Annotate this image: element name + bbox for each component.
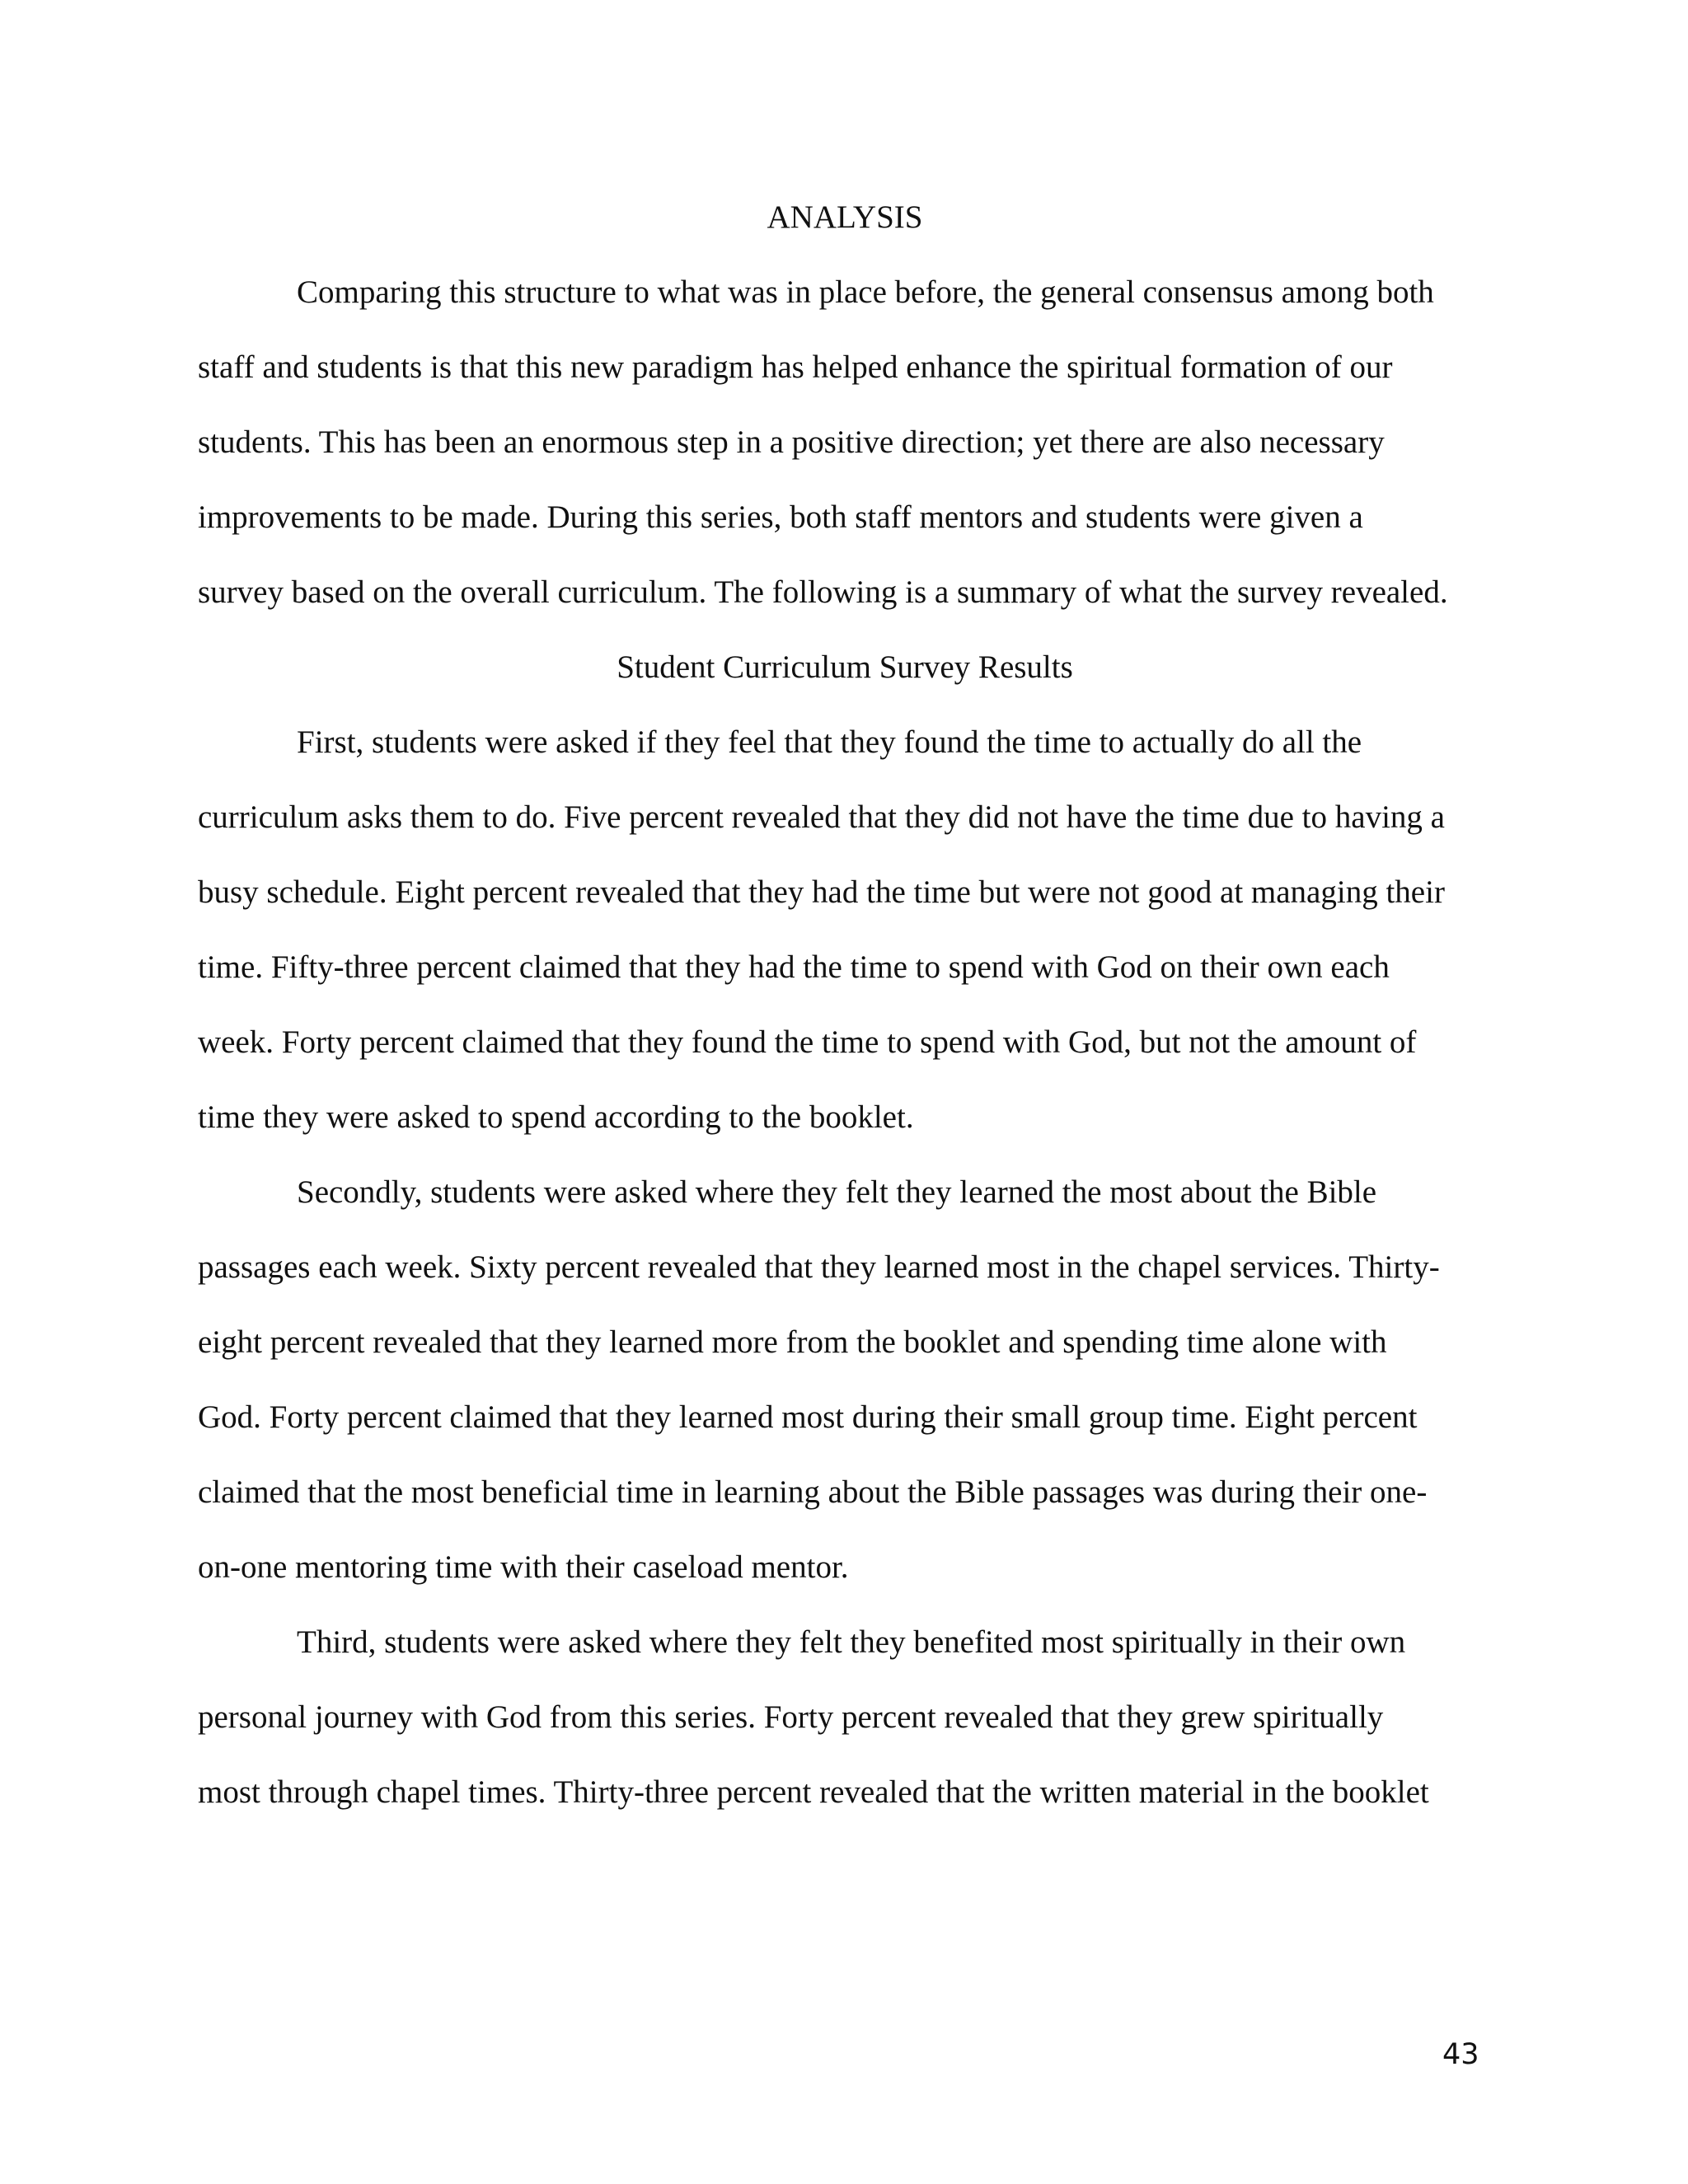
paragraph-line: Secondly, students were asked where they felt they learned the most about the Bible	[297, 1174, 1377, 1210]
paragraph-line: curriculum asks them to do. Five percent revealed that they did not have the time due to having a	[198, 799, 1445, 835]
paragraph-line: students. This has been an enormous step in a positive direction; yet there are also necessary	[198, 424, 1385, 460]
paragraph-line: personal journey with God from this series. Forty percent revealed that they grew spiritually	[198, 1699, 1384, 1735]
paragraph-line: staff and students is that this new paradigm has helped enhance the spiritual formation of our	[198, 349, 1393, 385]
paragraph-line: eight percent revealed that they learned more from the booklet and spending time alone with	[198, 1324, 1387, 1360]
paragraph-line: passages each week. Sixty percent revealed that they learned most in the chapel services. Thirty-	[198, 1249, 1440, 1285]
paragraph-line: claimed that the most beneficial time in learning about the Bible passages was during their one-	[198, 1474, 1428, 1510]
page-number: 43	[1442, 2038, 1479, 2071]
paragraph-line: on-one mentoring time with their caseload mentor.	[198, 1549, 849, 1585]
paragraph-line: most through chapel times. Thirty-three percent revealed that the written material in the booklet	[198, 1774, 1429, 1810]
paragraph-line: God. Forty percent claimed that they learned most during their small group time. Eight percent	[198, 1399, 1418, 1435]
section-subheading: Student Curriculum Survey Results	[617, 649, 1073, 685]
paragraph-line: improvements to be made. During this series, both staff mentors and students were given a	[198, 499, 1363, 535]
paragraph-line: time. Fifty-three percent claimed that they had the time to spend with God on their own each	[198, 949, 1390, 985]
section-title: ANALYSIS	[767, 199, 923, 235]
paragraph-line: Comparing this structure to what was in place before, the general consensus among both	[297, 274, 1434, 310]
paragraph-line: busy schedule. Eight percent revealed that they had the time but were not good at managing their	[198, 874, 1445, 910]
paragraph-line: Third, students were asked where they felt they benefited most spiritually in their own	[297, 1624, 1406, 1660]
paragraph-line: survey based on the overall curriculum. The following is a summary of what the survey revealed.	[198, 574, 1448, 610]
paragraph-line: First, students were asked if they feel that they found the time to actually do all the	[297, 724, 1362, 760]
paragraph-line: time they were asked to spend according to the booklet.	[198, 1099, 914, 1135]
paragraph-line: week. Forty percent claimed that they found the time to spend with God, but not the amount of	[198, 1024, 1417, 1060]
